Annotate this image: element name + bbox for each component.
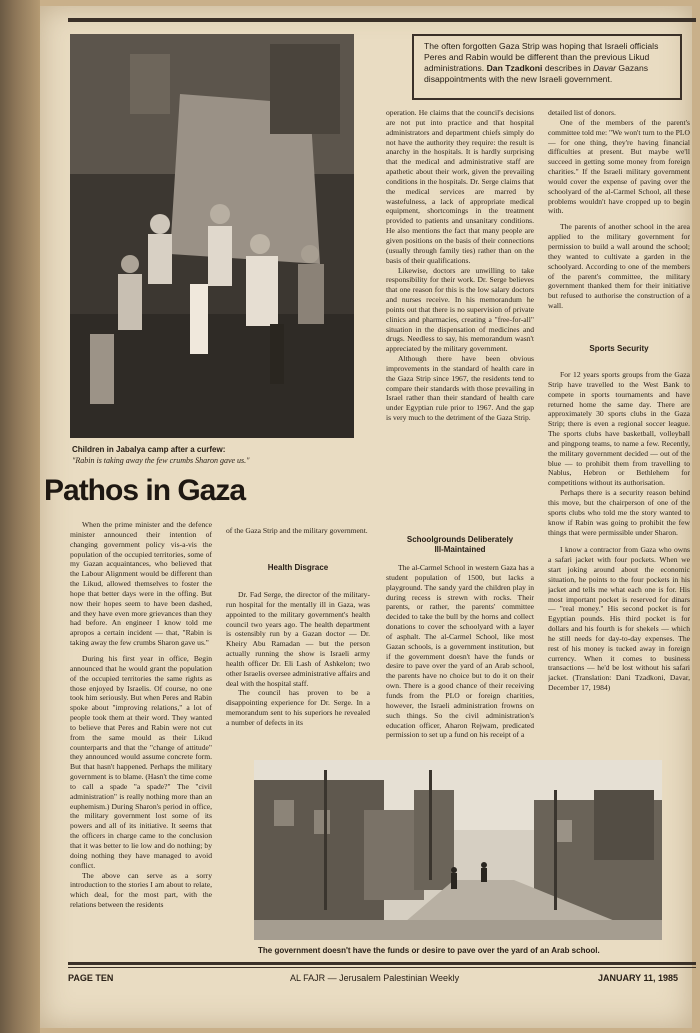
photo1-caption-quote: "Rabin is taking away the few crumbs Sharon gave us." — [72, 456, 250, 465]
column-3 — [386, 108, 534, 468]
col1-para-1: When the prime minister and the defence minister announced their intention of changing government policy vis-a-vis the population of the occupied territories, some of my Gazan acquaintances, who believed that the Labour Alignment would be different than the Likud, allowed themselves to foster the hope that better days were in the offing. But now their hopes seem to have been dashed, and they have even more grievances than they had before. An engineer I know told me apropos a certain incident — that, "Rabin is taking away the few crumbs Sharon gave us." — [70, 520, 212, 648]
footer-publication: AL FAJR — Jerusalem Palestinian Weekly — [290, 973, 460, 983]
column-4 — [548, 108, 690, 330]
bottom-rule — [68, 962, 696, 965]
column-2-top — [226, 526, 370, 548]
photo-gaza-street — [254, 760, 662, 940]
intro-publication: Davar — [593, 63, 617, 73]
binding-edge — [0, 0, 40, 1033]
photo2-caption: The government doesn't have the funds or desire to pave over the yard of an Arab school. — [258, 946, 600, 955]
col3-para-1: operation. He claims that the council's decisions are not put into practice and that hospital administrators and department chiefs simply do not have the authority they require: the result is anarchy in the hospitals. It is hardly surprising that the medical and administrative staff are apathetic about their work, given the prevailing conditions in the hospitals. Dr. Serge claims that the medical services are marred by wastefulness, a lack of appropriate medical equipment, shortcomings in the treatment provided to patients and unsanitary conditions. He also mentions the fact that many people are given positions on the basis of their connections (usually through family ties) rather than on the basis of their qualifications. — [386, 108, 534, 265]
col2-para-1: Dr. Fad Serge, the director of the military-run hospital for the mentally ill in Gaza, was appointed to the military government's health council two years ago. The health department is ostensibly run by a Gazan doctor — Dr. Kheiry Abu Ramadan — but the person actually running the show is Israeli army health officer Dr. Eli Lash of Ashkelon; two other Israelis oversee administrative affairs and deal with the hospital staff. — [226, 590, 370, 688]
col2-top-text: of the Gaza Strip and the military government. — [226, 526, 368, 535]
col1-para-3: The above can serve as a sorry introduction to the stories I am about to relate, which deal, for the most part, with the relations between the residents — [70, 870, 212, 910]
column-4b — [548, 370, 690, 754]
col1-para-2: During his first year in office, Begin announced that he would grant the population of the occupied territories the same rights as those enjoyed by Israelis. Of course, no one took him seriously. But when Peres and Rabin spoke about "improving relations," a lot of people took them at their word. They wanted to believe that Peres and Rabin were not cut from the same mould as their Likud counterparts and that the "change of attitude" they announced would assume concrete form. But that hasn't happened. Perhaps the military government is to blame. (Hasn't the time come to call a spade "a spade?" The "civil administration" is really nothing more than an euphemism.) During Sharon's period in office, the military government lost some of its powers and all of its initiative. It seems that the officers in charge came to the conclusion that it was better to lie low and do nothing; by doing nothing they have managed to avoid conflict. — [70, 653, 212, 870]
col4-para-3: The parents of another school in the area applied to the military government for permission to build a wall around the school; they wanted to cultivate a garden in the schoolyard. According to one of the members of the parent's committee, the military government thanked them for their initiative but refused to authorise the construction of a wall. — [548, 222, 690, 311]
schools-heading-line-1: Schoolgrounds Deliberately — [406, 535, 514, 544]
col4b-para-2: Perhaps there is a security reason behind this move, but the chairperson of one of the sports clubs who told me the story wanted to know if Rabin was going to prohibit the few things that were permissible under Sharon. — [548, 488, 690, 537]
photo1-caption-title: Children in Jabalya camp after a curfew: — [72, 445, 226, 454]
intro-part3: Gazans disappointments with the new Israeli government. — [424, 63, 649, 84]
footer-page-number: PAGE TEN — [68, 973, 114, 983]
schools-heading-line-2: Ill-Maintained — [434, 545, 486, 554]
photo-jabalya-children — [70, 34, 354, 438]
headline: Pathos in Gaza — [44, 474, 246, 507]
intro-box — [412, 34, 682, 100]
intro-part1: The often forgotten Gaza Strip was hoping that Israeli officials Peres and Rabin would be different than the previous Likud administrations. — [424, 41, 659, 73]
column-1 — [70, 520, 212, 956]
health-heading: Health Disgrace — [267, 563, 329, 572]
bottom-rule-thin — [68, 967, 696, 968]
col4-para-2: One of the members of the parent's committee told me: "We won't turn to the PLO — for one thing, they're having financial difficulties at present. But maybe we'll succeed in getting some money from foreign charities." If the Israeli military government would cover the expense of paving over the schoolyard of the al-Carmel School, all these problems wouldn't have cropped up to begin with. — [548, 117, 690, 216]
sports-heading: Sports Security — [589, 344, 649, 353]
col3-para-3: Although there have been obvious improvements in the standard of health care in the Gaza Strip since 1967, the residents tend to compare their standards with those prevailing in Israel rather than their standard of health care under Egyptian rule prior to 1967. And the gap is very much to the detriment of the Gaza Strip. — [386, 354, 534, 423]
footer-date: JANUARY 11, 1985 — [598, 973, 679, 983]
col3-para-2: Likewise, doctors are unwilling to take responsibility for their work. Dr. Serge believes that one reason for this is the low salary doctors and nurses receive. In his memorandum he points out that there is no supervision of private clinics and pharmacies, creating a "free-for-all" situation in the dispensation of medicines and drugs. Needless to say, his memorandum wasn't appreciated by the military government. — [386, 265, 534, 354]
col3b-para-1: The al-Carmel School in western Gaza has a student population of 1500, but lacks a playground. The sandy yard the children play in during recess is strewn with rocks. Their parents, or rather, the parents' committee decided to take the bull by the horns and collect donations to cover the schoolyard with a layer of asphalt. The al-Carmel School, like most Gazan schools, is a government institution, but if the government doesn't have the funds or desire to pave over the yard of an Arab school, the parents have no choice but to do it on their own. There is a good chance of their receiving funds from the PLO or foreign charities, however, the Israeli administration frowns on such things. So the civil administration's education officer, Aharon Rejwam, predicated permission to set up a fund on his receipt of a — [386, 563, 534, 740]
col2-para-2: The council has proven to be a disappointing experience for Dr. Serge. In a memorandum sent to his superiors he revealed a number of defects in its — [226, 688, 370, 727]
intro-part2: describes in — [544, 63, 591, 73]
col4b-para-1: For 12 years sports groups from the Gaza Strip have travelled to the West Bank to compete in sports tournaments and have returned home the same day. There are approximately 30 sports clubs in the Gaza Strip; there is even a regional soccer league. The sports clubs have basketball, volleyball and pingpong teams, to name a few. Recently, the military government decided — out of the blue — to prohibit them from travelling to Nablus, Hebron or Bethlehem for competitions without its authorisation. — [548, 370, 690, 488]
intro-author: Dan Tzadkoni — [486, 63, 543, 73]
col4b-para-3: I know a contractor from Gaza who owns a safari jacket with four pockets. When we start joking around about the economic situation, he points to the four pockets in his jacket and tells me what each one is for. His most important pocket is reserved for dinars — "real money." His second pocket is for Egyptian pounds. His third pocket is for dollars and his fourth is for shekels — which he still needs for day-to-day expenses. The rest of his money is tucked away in foreign currency. When it comes to business transactions — he'd be lost without his safari jacket. (Translation: Dani Tzadkoni, Davar, December 17, 1984) — [548, 545, 690, 693]
column-3b — [386, 563, 534, 751]
top-rule — [68, 18, 696, 22]
column-2 — [226, 590, 370, 738]
col4-para-1: detailed list of donors. — [548, 108, 616, 117]
